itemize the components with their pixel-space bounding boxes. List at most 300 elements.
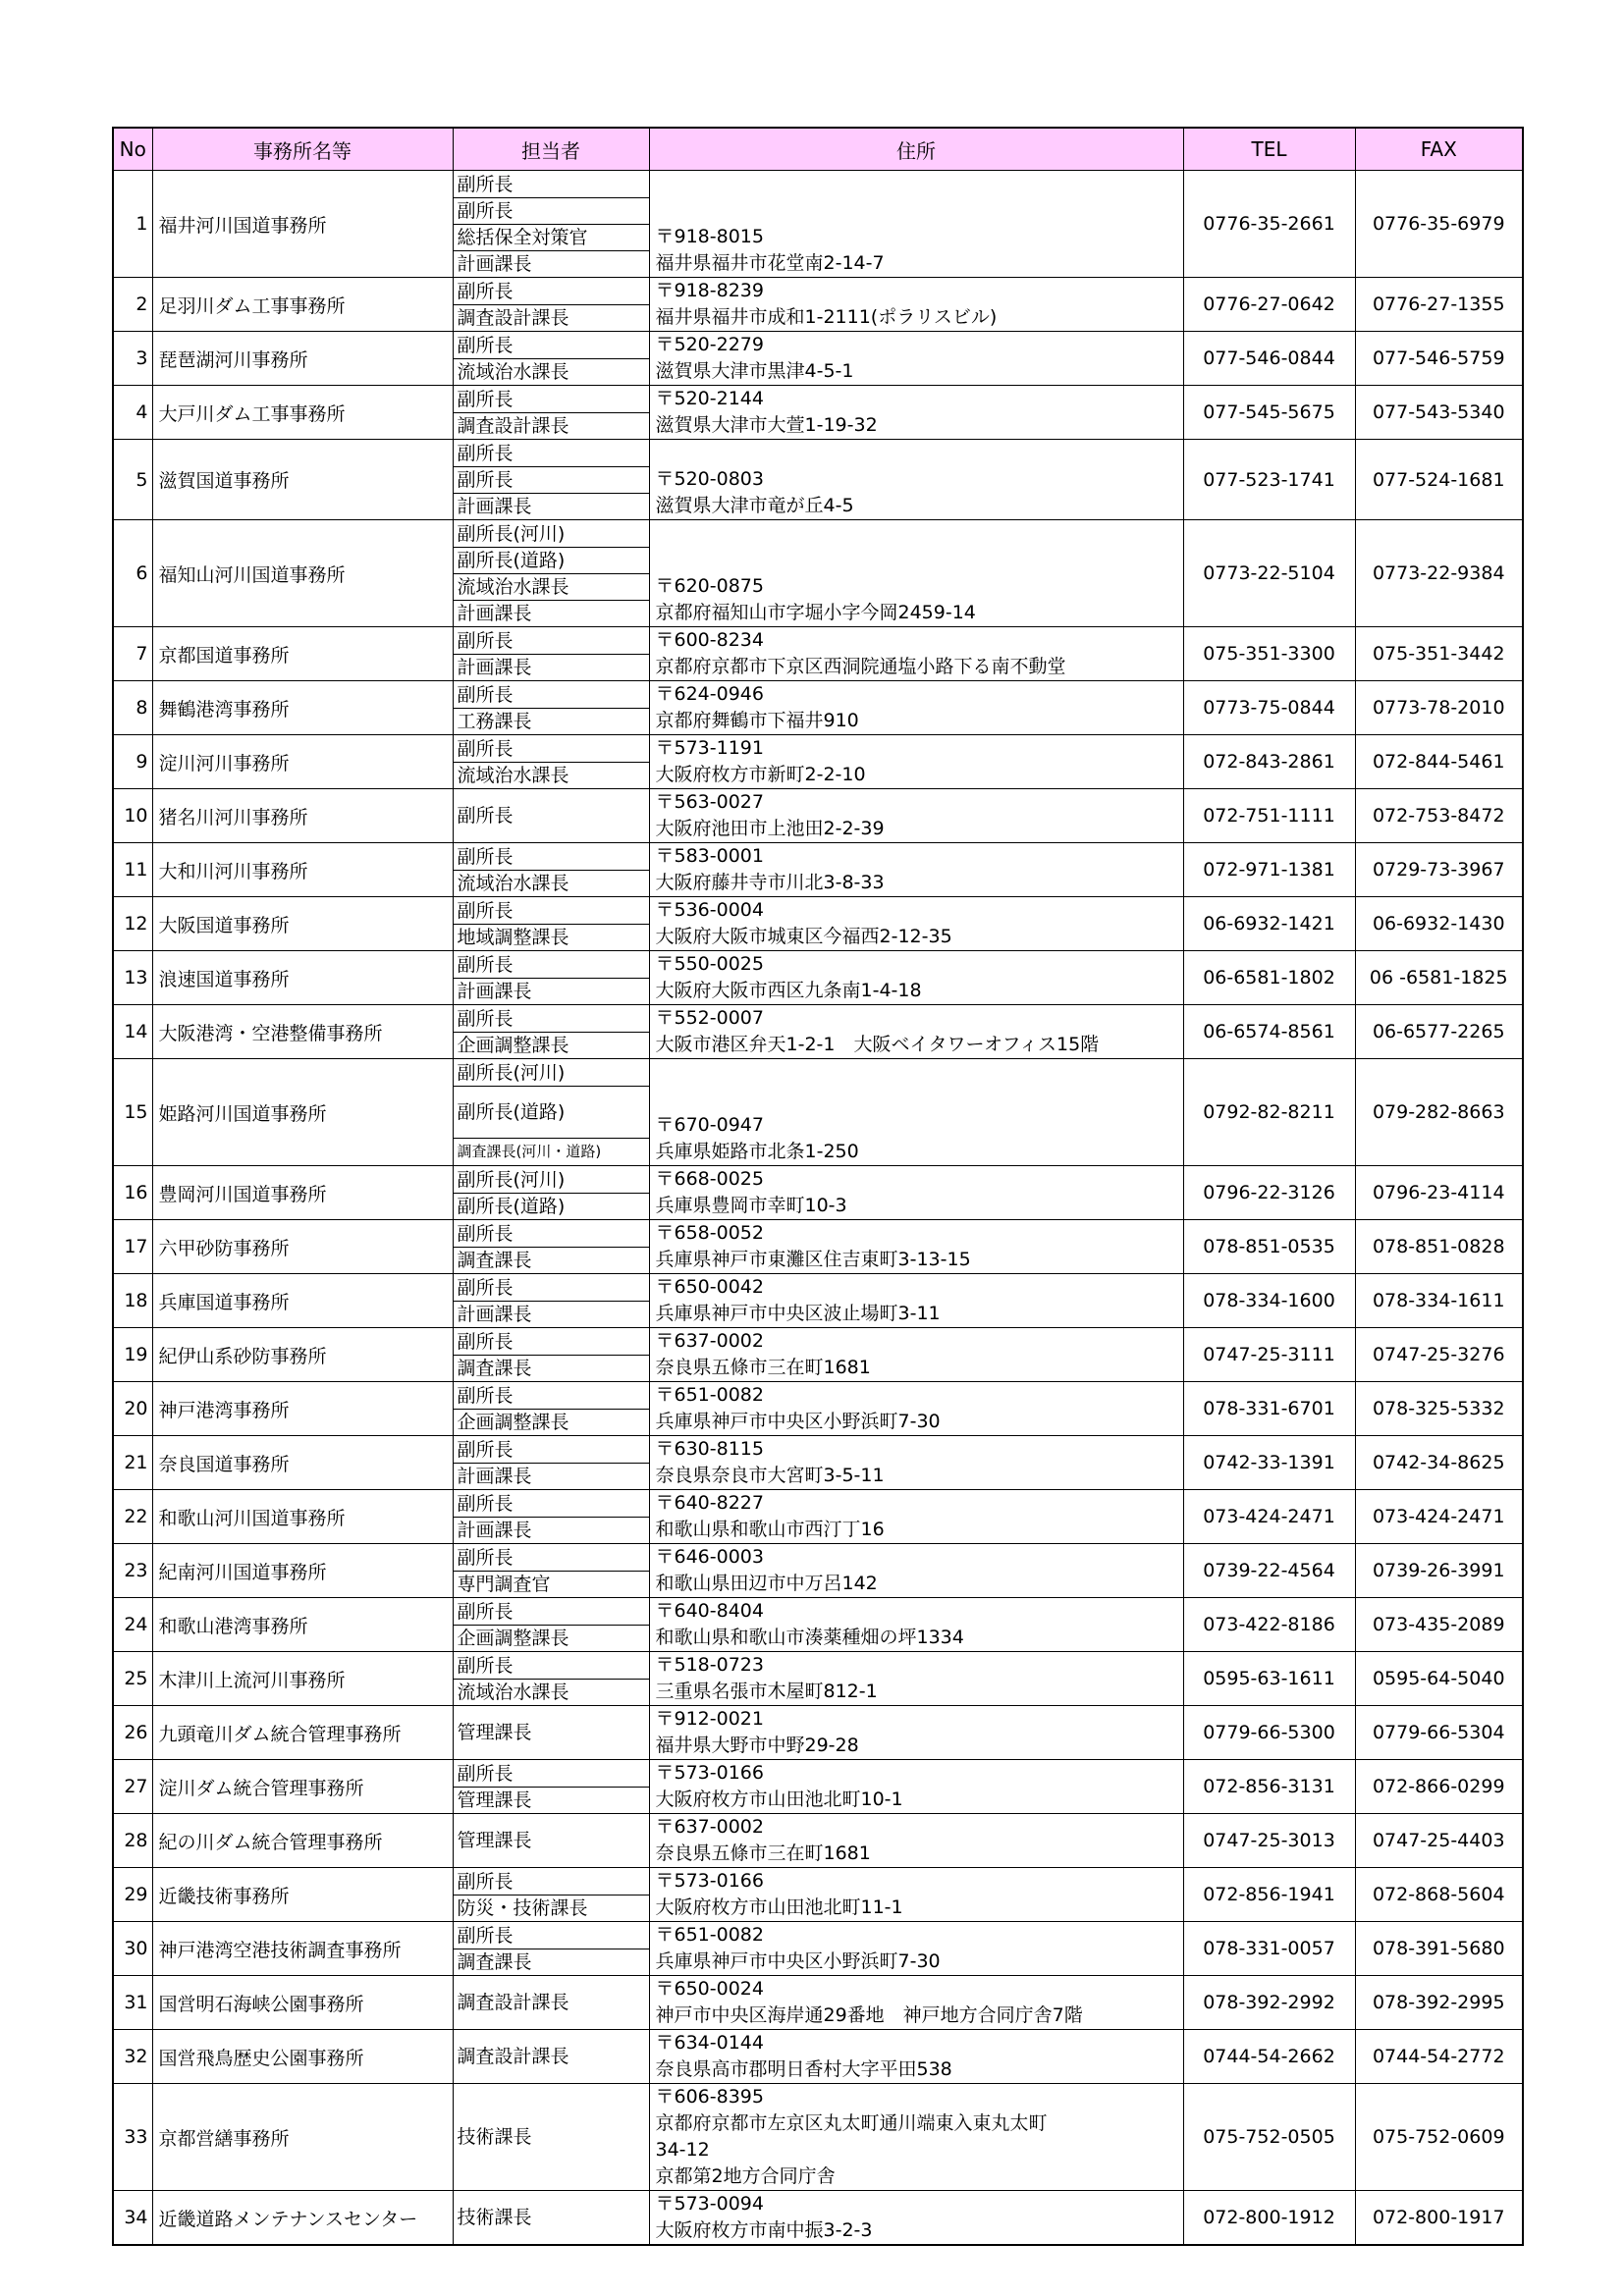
person-title: 調査設計課長 <box>457 1992 569 2013</box>
address-cell <box>649 1976 1183 2030</box>
row-number: 9 <box>113 735 152 789</box>
address-cell <box>649 1544 1183 1598</box>
tel-number: 0796-22-3126 <box>1183 1166 1355 1220</box>
table-row <box>113 1814 1523 1868</box>
person-cell <box>453 789 649 843</box>
table-row <box>113 1922 1523 1976</box>
person-cell <box>453 520 649 627</box>
person-title: 調査課長 <box>457 1249 532 1271</box>
fax-number: 0773-22-9384 <box>1355 520 1523 627</box>
header-office: 事務所名等 <box>152 128 453 171</box>
table-row <box>113 735 1523 789</box>
address-line: 兵庫県神戸市中央区波止場町3-11 <box>655 1303 941 1324</box>
office-name: 神戸港湾空港技術調査事務所 <box>152 1922 453 1976</box>
person-title: 副所長 <box>454 1437 649 1464</box>
postal-code: 〒637-0002 <box>655 1816 764 1838</box>
tel-number: 0744-54-2662 <box>1183 2030 1355 2084</box>
tel-number: 0742-33-1391 <box>1183 1436 1355 1490</box>
address-line: 京都府京都市下京区西洞院通塩小路下る南不動堂 <box>655 656 1066 677</box>
address-cell <box>649 897 1183 951</box>
person-title: 管理課長 <box>457 1722 532 1743</box>
table-row <box>113 1976 1523 2030</box>
fax-number: 0747-25-4403 <box>1355 1814 1523 1868</box>
fax-number: 0744-54-2772 <box>1355 2030 1523 2084</box>
table-row <box>113 332 1523 386</box>
address-cell <box>649 1868 1183 1922</box>
postal-code: 〒518-0723 <box>655 1654 764 1676</box>
table-row <box>113 1544 1523 1598</box>
office-name: 滋賀国道事務所 <box>152 440 453 520</box>
office-name: 紀伊山系砂防事務所 <box>152 1328 453 1382</box>
header-person: 担当者 <box>453 128 649 171</box>
person-cell <box>453 1490 649 1544</box>
row-number: 32 <box>113 2030 152 2084</box>
header-address: 住所 <box>649 128 1183 171</box>
row-number: 33 <box>113 2084 152 2191</box>
person-title: 副所長 <box>454 1006 649 1033</box>
fax-number: 06-6932-1430 <box>1355 897 1523 951</box>
person-title: 副所長 <box>454 1599 649 1626</box>
person-cell <box>453 1922 649 1976</box>
address-line: 滋賀県大津市大萱1-19-32 <box>655 414 878 436</box>
address-cell <box>649 951 1183 1005</box>
address-cell <box>649 278 1183 332</box>
fax-number: 0776-27-1355 <box>1355 278 1523 332</box>
office-name: 紀の川ダム統合管理事務所 <box>152 1814 453 1868</box>
office-name: 六甲砂防事務所 <box>152 1220 453 1274</box>
tel-number: 0747-25-3013 <box>1183 1814 1355 1868</box>
tel-number: 06-6574-8561 <box>1183 1005 1355 1059</box>
fax-number: 0747-25-3276 <box>1355 1328 1523 1382</box>
office-name: 国営飛鳥歴史公園事務所 <box>152 2030 453 2084</box>
postal-code: 〒646-0003 <box>655 1546 764 1568</box>
person-cell <box>453 1274 649 1328</box>
table-row <box>113 1598 1523 1652</box>
office-name: 大和川河川事務所 <box>152 843 453 897</box>
office-name: 奈良国道事務所 <box>152 1436 453 1490</box>
postal-code: 〒640-8404 <box>655 1600 764 1622</box>
fax-number: 06-6577-2265 <box>1355 1005 1523 1059</box>
person-title: 副所長 <box>454 1383 649 1410</box>
office-name: 琵琶湖河川事務所 <box>152 332 453 386</box>
person-cell <box>453 1598 649 1652</box>
table-row <box>113 2084 1523 2191</box>
postal-code: 〒620-0875 <box>655 575 764 597</box>
person-title: 副所長(河川) <box>454 1060 649 1087</box>
address-line: 福井県大野市中野29-28 <box>655 1735 859 1756</box>
office-name: 京都国道事務所 <box>152 627 453 681</box>
table-row <box>113 278 1523 332</box>
person-title: 流域治水課長 <box>457 1681 569 1703</box>
fax-number: 0776-35-6979 <box>1355 171 1523 278</box>
person-cell <box>453 1220 649 1274</box>
postal-code: 〒520-2144 <box>655 388 764 409</box>
tel-number: 077-545-5675 <box>1183 386 1355 440</box>
person-title: 技術課長 <box>457 2207 532 2228</box>
postal-code: 〒600-8234 <box>655 629 764 651</box>
tel-number: 0747-25-3111 <box>1183 1328 1355 1382</box>
table-row <box>113 681 1523 735</box>
table-row <box>113 1868 1523 1922</box>
postal-code: 〒573-1191 <box>655 737 764 759</box>
person-title: 副所長 <box>454 844 649 871</box>
address-line: 奈良県奈良市大宮町3-5-11 <box>655 1465 885 1486</box>
office-name: 京都営繕事務所 <box>152 2084 453 2191</box>
person-cell <box>453 440 649 520</box>
address-line: 奈良県高市郡明日香村大字平田538 <box>655 2058 952 2080</box>
tel-number: 06-6581-1802 <box>1183 951 1355 1005</box>
fax-number: 078-851-0828 <box>1355 1220 1523 1274</box>
person-title: 管理課長 <box>457 1789 532 1811</box>
person-title: 副所長(河川) <box>454 521 649 548</box>
address-cell <box>649 2030 1183 2084</box>
table-row <box>113 1274 1523 1328</box>
address-line: 福井県福井市花堂南2-14-7 <box>655 252 885 274</box>
tel-number: 072-751-1111 <box>1183 789 1355 843</box>
address-cell <box>649 1922 1183 1976</box>
address-cell <box>649 440 1183 520</box>
row-number: 14 <box>113 1005 152 1059</box>
office-name: 足羽川ダム工事事務所 <box>152 278 453 332</box>
table-row <box>113 2191 1523 2246</box>
person-title: 流域治水課長 <box>454 574 649 601</box>
address-line: 京都第2地方合同庁舎 <box>655 2165 836 2187</box>
person-title: 副所長(道路) <box>457 1195 566 1217</box>
fax-number: 072-800-1917 <box>1355 2191 1523 2246</box>
fax-number: 0595-64-5040 <box>1355 1652 1523 1706</box>
address-line: 34-12 <box>655 2139 710 2161</box>
row-number: 28 <box>113 1814 152 1868</box>
address-cell <box>649 1274 1183 1328</box>
postal-code: 〒650-0042 <box>655 1276 764 1298</box>
address-line: 京都府舞鶴市下福井910 <box>655 710 859 731</box>
tel-number: 072-800-1912 <box>1183 2191 1355 2246</box>
address-cell <box>649 1328 1183 1382</box>
person-title: 計画課長 <box>457 1519 532 1541</box>
address-line: 兵庫県神戸市中央区小野浜町7-30 <box>655 1950 941 1972</box>
address-cell <box>649 2084 1183 2191</box>
person-cell <box>453 1868 649 1922</box>
fax-number: 0742-34-8625 <box>1355 1436 1523 1490</box>
postal-code: 〒573-0166 <box>655 1870 764 1892</box>
person-cell <box>453 1382 649 1436</box>
person-title: 調査設計課長 <box>457 2046 569 2067</box>
office-contact-sheet <box>112 127 1522 2246</box>
person-title: 調査課長 <box>457 1357 532 1379</box>
person-title: 計画課長 <box>457 980 532 1002</box>
office-name: 九頭竜川ダム統合管理事務所 <box>152 1706 453 1760</box>
person-title: 調査設計課長 <box>457 306 569 329</box>
table-row <box>113 386 1523 440</box>
person-title: 計画課長 <box>457 495 532 517</box>
address-line: 和歌山県和歌山市西汀丁16 <box>655 1519 885 1540</box>
tel-number: 0773-75-0844 <box>1183 681 1355 735</box>
tel-number: 06-6932-1421 <box>1183 897 1355 951</box>
person-title: 副所長 <box>454 172 649 198</box>
person-title: 副所長 <box>454 333 649 359</box>
address-line: 兵庫県姫路市北条1-250 <box>655 1141 859 1162</box>
tel-number: 078-331-6701 <box>1183 1382 1355 1436</box>
person-cell <box>453 681 649 735</box>
person-title: 計画課長 <box>457 602 532 624</box>
address-line: 和歌山県田辺市中万呂142 <box>655 1573 878 1594</box>
address-cell <box>649 681 1183 735</box>
tel-number: 0773-22-5104 <box>1183 520 1355 627</box>
table-row <box>113 520 1523 627</box>
address-line: 滋賀県大津市黒津4-5-1 <box>655 360 854 382</box>
person-title: 企画調整課長 <box>457 1627 569 1649</box>
address-cell <box>649 1005 1183 1059</box>
office-name: 大阪港湾・空港整備事務所 <box>152 1005 453 1059</box>
person-title: 企画調整課長 <box>457 1411 569 1433</box>
address-cell <box>649 1814 1183 1868</box>
person-cell <box>453 1436 649 1490</box>
person-cell <box>453 1760 649 1814</box>
postal-code: 〒918-8015 <box>655 226 764 247</box>
address-cell <box>649 1652 1183 1706</box>
postal-code: 〒624-0946 <box>655 683 764 705</box>
table-row <box>113 1059 1523 1166</box>
person-cell <box>453 1544 649 1598</box>
row-number: 17 <box>113 1220 152 1274</box>
row-number: 23 <box>113 1544 152 1598</box>
person-cell <box>453 2191 649 2246</box>
row-number: 30 <box>113 1922 152 1976</box>
person-title: 副所長(道路) <box>454 548 649 574</box>
fax-number: 0729-73-3967 <box>1355 843 1523 897</box>
office-name: 福井河川国道事務所 <box>152 171 453 278</box>
office-name: 兵庫国道事務所 <box>152 1274 453 1328</box>
person-title: 副所長 <box>454 1491 649 1518</box>
person-title: 副所長 <box>454 898 649 925</box>
fax-number: 078-391-5680 <box>1355 1922 1523 1976</box>
person-cell <box>453 1814 649 1868</box>
fax-number: 075-752-0609 <box>1355 2084 1523 2191</box>
person-title: 流域治水課長 <box>457 764 569 786</box>
postal-code: 〒573-0166 <box>655 1762 764 1784</box>
person-cell <box>453 278 649 332</box>
person-title: 専門調査官 <box>457 1573 551 1595</box>
person-title: 流域治水課長 <box>457 360 569 383</box>
fax-number: 0739-26-3991 <box>1355 1544 1523 1598</box>
tel-number: 072-843-2861 <box>1183 735 1355 789</box>
address-line: 滋賀県大津市竜が丘4-5 <box>655 495 854 516</box>
postal-code: 〒520-2279 <box>655 334 764 355</box>
person-title: 副所長 <box>454 952 649 979</box>
table-row <box>113 2030 1523 2084</box>
address-cell <box>649 1760 1183 1814</box>
tel-number: 0792-82-8211 <box>1183 1059 1355 1166</box>
row-number: 27 <box>113 1760 152 1814</box>
table-row <box>113 1005 1523 1059</box>
address-cell <box>649 386 1183 440</box>
postal-code: 〒536-0004 <box>655 899 764 921</box>
person-cell <box>453 843 649 897</box>
person-title: 副所長 <box>454 441 649 467</box>
address-line: 福井県福井市成和1-2111(ポラリスビル) <box>655 306 998 328</box>
office-name: 大阪国道事務所 <box>152 897 453 951</box>
row-number: 4 <box>113 386 152 440</box>
postal-code: 〒670-0947 <box>655 1114 764 1136</box>
address-cell <box>649 1382 1183 1436</box>
office-name: 淀川河川事務所 <box>152 735 453 789</box>
address-line: 和歌山県和歌山市湊薬種畑の坪1334 <box>655 1627 964 1648</box>
postal-code: 〒637-0002 <box>655 1330 764 1352</box>
person-title: 副所長 <box>454 628 649 655</box>
row-number: 6 <box>113 520 152 627</box>
person-title: 副所長 <box>454 387 649 413</box>
person-cell <box>453 735 649 789</box>
tel-number: 072-971-1381 <box>1183 843 1355 897</box>
table-row <box>113 1490 1523 1544</box>
fax-number: 0796-23-4114 <box>1355 1166 1523 1220</box>
table-row <box>113 1436 1523 1490</box>
address-line: 兵庫県豊岡市幸町10-3 <box>655 1195 847 1216</box>
address-line: 神戸市中央区海岸通29番地 神戸地方合同庁舎7階 <box>655 2004 1083 2026</box>
header-tel: TEL <box>1183 128 1355 171</box>
tel-number: 072-856-1941 <box>1183 1868 1355 1922</box>
person-title: 副所長 <box>454 1761 649 1788</box>
postal-code: 〒552-0007 <box>655 1007 764 1029</box>
address-cell <box>649 1490 1183 1544</box>
fax-number: 079-282-8663 <box>1355 1059 1523 1166</box>
office-name: 神戸港湾事務所 <box>152 1382 453 1436</box>
table-row <box>113 627 1523 681</box>
person-title: 工務課長 <box>457 710 532 732</box>
person-title: 副所長 <box>454 1275 649 1302</box>
office-name: 豊岡河川国道事務所 <box>152 1166 453 1220</box>
fax-number: 0773-78-2010 <box>1355 681 1523 735</box>
person-title: 計画課長 <box>457 656 532 678</box>
person-cell <box>453 171 649 278</box>
address-line: 大阪府大阪市西区九条南1-4-18 <box>655 980 922 1001</box>
fax-number: 073-435-2089 <box>1355 1598 1523 1652</box>
postal-code: 〒650-0024 <box>655 1978 764 2000</box>
office-name: 国営明石海峡公園事務所 <box>152 1976 453 2030</box>
person-title: 副所長 <box>454 1545 649 1572</box>
tel-number: 072-856-3131 <box>1183 1760 1355 1814</box>
postal-code: 〒550-0025 <box>655 953 764 975</box>
person-cell <box>453 1005 649 1059</box>
table-row <box>113 440 1523 520</box>
postal-code: 〒651-0082 <box>655 1924 764 1946</box>
person-cell <box>453 1059 649 1166</box>
table-row <box>113 789 1523 843</box>
person-cell <box>453 1706 649 1760</box>
person-title: 調査課長(河川・道路) <box>457 1143 602 1160</box>
row-number: 19 <box>113 1328 152 1382</box>
row-number: 2 <box>113 278 152 332</box>
row-number: 8 <box>113 681 152 735</box>
address-line: 京都府京都市左京区丸太町通川端東入東丸太町 <box>655 2112 1048 2134</box>
address-line: 奈良県五條市三在町1681 <box>655 1357 871 1378</box>
row-number: 31 <box>113 1976 152 2030</box>
row-number: 24 <box>113 1598 152 1652</box>
office-name: 和歌山河川国道事務所 <box>152 1490 453 1544</box>
address-line: 奈良県五條市三在町1681 <box>655 1842 871 1864</box>
address-line: 大阪府大阪市城東区今福西2-12-35 <box>655 926 952 947</box>
row-number: 34 <box>113 2191 152 2246</box>
address-cell <box>649 789 1183 843</box>
person-title: 副所長 <box>454 1329 649 1356</box>
fax-number: 078-325-5332 <box>1355 1382 1523 1436</box>
row-number: 26 <box>113 1706 152 1760</box>
person-title: 副所長 <box>454 682 649 709</box>
fax-number: 077-543-5340 <box>1355 386 1523 440</box>
fax-number: 072-844-5461 <box>1355 735 1523 789</box>
row-number: 5 <box>113 440 152 520</box>
fax-number: 077-524-1681 <box>1355 440 1523 520</box>
tel-number: 073-422-8186 <box>1183 1598 1355 1652</box>
tel-number: 075-752-0505 <box>1183 2084 1355 2191</box>
row-number: 15 <box>113 1059 152 1166</box>
office-name: 福知山河川国道事務所 <box>152 520 453 627</box>
address-cell <box>649 627 1183 681</box>
office-name: 舞鶴港湾事務所 <box>152 681 453 735</box>
tel-number: 078-392-2992 <box>1183 1976 1355 2030</box>
person-cell <box>453 2030 649 2084</box>
address-line: 大阪市港区弁天1-2-1 大阪ベイタワーオフィス15階 <box>655 1034 1100 1055</box>
person-title: 副所長 <box>457 805 514 827</box>
table-row <box>113 1706 1523 1760</box>
address-cell <box>649 171 1183 278</box>
person-cell <box>453 1976 649 2030</box>
person-title: 副所長 <box>454 279 649 305</box>
fax-number: 078-334-1611 <box>1355 1274 1523 1328</box>
address-line: 兵庫県神戸市中央区小野浜町7-30 <box>655 1411 941 1432</box>
person-cell <box>453 897 649 951</box>
table-body <box>113 171 1523 2246</box>
tel-number: 078-334-1600 <box>1183 1274 1355 1328</box>
fax-number: 077-546-5759 <box>1355 332 1523 386</box>
address-cell <box>649 1166 1183 1220</box>
person-title: 調査課長 <box>457 1950 532 1973</box>
address-line: 大阪府藤井寺市川北3-8-33 <box>655 872 885 893</box>
person-cell <box>453 627 649 681</box>
person-title: 副所長 <box>454 198 649 225</box>
header-fax: FAX <box>1355 128 1523 171</box>
person-cell <box>453 386 649 440</box>
office-name: 淀川ダム統合管理事務所 <box>152 1760 453 1814</box>
tel-number: 075-351-3300 <box>1183 627 1355 681</box>
postal-code: 〒912-0021 <box>655 1708 764 1730</box>
office-name: 猪名川河川事務所 <box>152 789 453 843</box>
tel-number: 078-851-0535 <box>1183 1220 1355 1274</box>
address-cell <box>649 2191 1183 2246</box>
fax-number: 078-392-2995 <box>1355 1976 1523 2030</box>
postal-code: 〒668-0025 <box>655 1168 764 1190</box>
table-row <box>113 1382 1523 1436</box>
postal-code: 〒640-8227 <box>655 1492 764 1514</box>
office-name: 和歌山港湾事務所 <box>152 1598 453 1652</box>
row-number: 21 <box>113 1436 152 1490</box>
person-title: 調査設計課長 <box>457 414 569 437</box>
postal-code: 〒651-0082 <box>655 1384 764 1406</box>
address-cell <box>649 1436 1183 1490</box>
person-title: 企画調整課長 <box>457 1034 569 1056</box>
person-cell <box>453 2084 649 2191</box>
person-title: 地域調整課長 <box>457 926 569 948</box>
postal-code: 〒634-0144 <box>655 2032 764 2054</box>
tel-number: 0776-35-2661 <box>1183 171 1355 278</box>
row-number: 25 <box>113 1652 152 1706</box>
person-cell <box>453 951 649 1005</box>
fax-number: 072-868-5604 <box>1355 1868 1523 1922</box>
postal-code: 〒573-0094 <box>655 2193 764 2215</box>
postal-code: 〒563-0027 <box>655 791 764 813</box>
tel-number: 073-424-2471 <box>1183 1490 1355 1544</box>
office-name: 木津川上流河川事務所 <box>152 1652 453 1706</box>
